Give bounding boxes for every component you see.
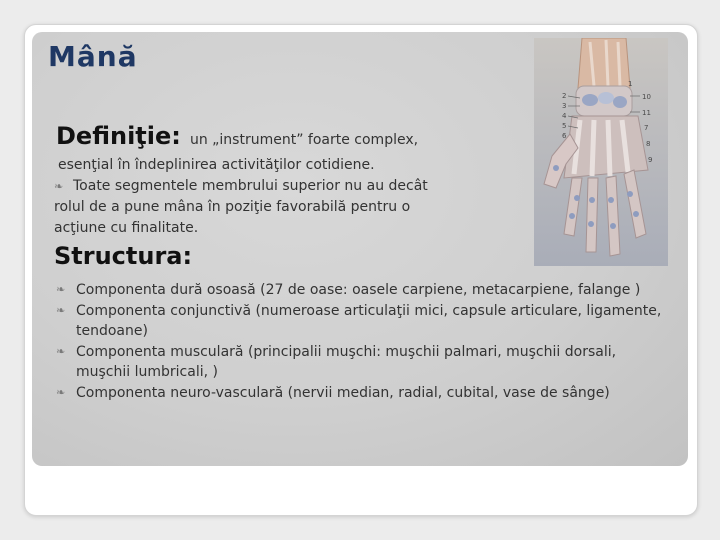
hand-illustration xyxy=(534,38,668,266)
structure-list xyxy=(56,280,666,403)
definition-continuation: esenţial în îndeplinirea activităţilor cotidiene. xyxy=(58,157,375,173)
figure-label: 11 xyxy=(642,109,651,117)
figure-label: 1 xyxy=(628,80,633,88)
definition-bullet xyxy=(54,176,454,239)
figure-label: 3 xyxy=(562,102,567,110)
figure-label: 4 xyxy=(562,112,567,120)
figure-label: 10 xyxy=(642,93,651,101)
figure-label: 8 xyxy=(646,140,651,148)
list-item-text: Componenta dură osoasă (27 de oase: oasele carpiene, metacarpiene, falange ) xyxy=(76,282,641,298)
fleuron-bullet-icon: ❧ xyxy=(56,283,66,296)
figure-label: 9 xyxy=(648,156,653,164)
list-item xyxy=(56,383,666,404)
list-item-text: Componenta conjunctivă (numeroase articulaţii mici, capsule articulare, ligamente, tendoane) xyxy=(76,302,662,339)
structure-heading: Structura: xyxy=(54,242,193,270)
fleuron-bullet-icon: ❧ xyxy=(56,385,66,399)
definition-text: un „instrument” foarte complex, xyxy=(189,132,419,148)
hand-anatomy-image xyxy=(534,38,668,266)
figure-label: 6 xyxy=(562,132,567,140)
fleuron-bullet-icon: ❧ xyxy=(56,344,66,358)
list-item-text: Componenta neuro-vasculară (nervii median, radial, cubital, vase de sânge) xyxy=(76,384,610,401)
definition-line xyxy=(56,122,418,150)
definition-heading: Definiţie: xyxy=(56,122,181,150)
fleuron-bullet-icon: ❧ xyxy=(54,180,64,193)
figure-label: 5 xyxy=(562,122,567,130)
figure-label: 2 xyxy=(562,92,567,100)
figure-label: 7 xyxy=(644,124,649,132)
list-item xyxy=(56,301,666,342)
list-item-text: Componenta musculară (principalii muşchi: muşchii palmari, muşchii dorsali, muşchii lumbricali, ) xyxy=(76,343,617,380)
list-item xyxy=(56,280,666,301)
definition-bullet-text: Toate segmentele membrului superior nu au decât rolul de a pune mâna în poziţie favorabilă pentru o acţiune cu finalitate. xyxy=(54,178,428,236)
fleuron-bullet-icon: ❧ xyxy=(56,303,66,317)
slide-title: Mână xyxy=(48,40,138,73)
list-item xyxy=(56,342,666,383)
